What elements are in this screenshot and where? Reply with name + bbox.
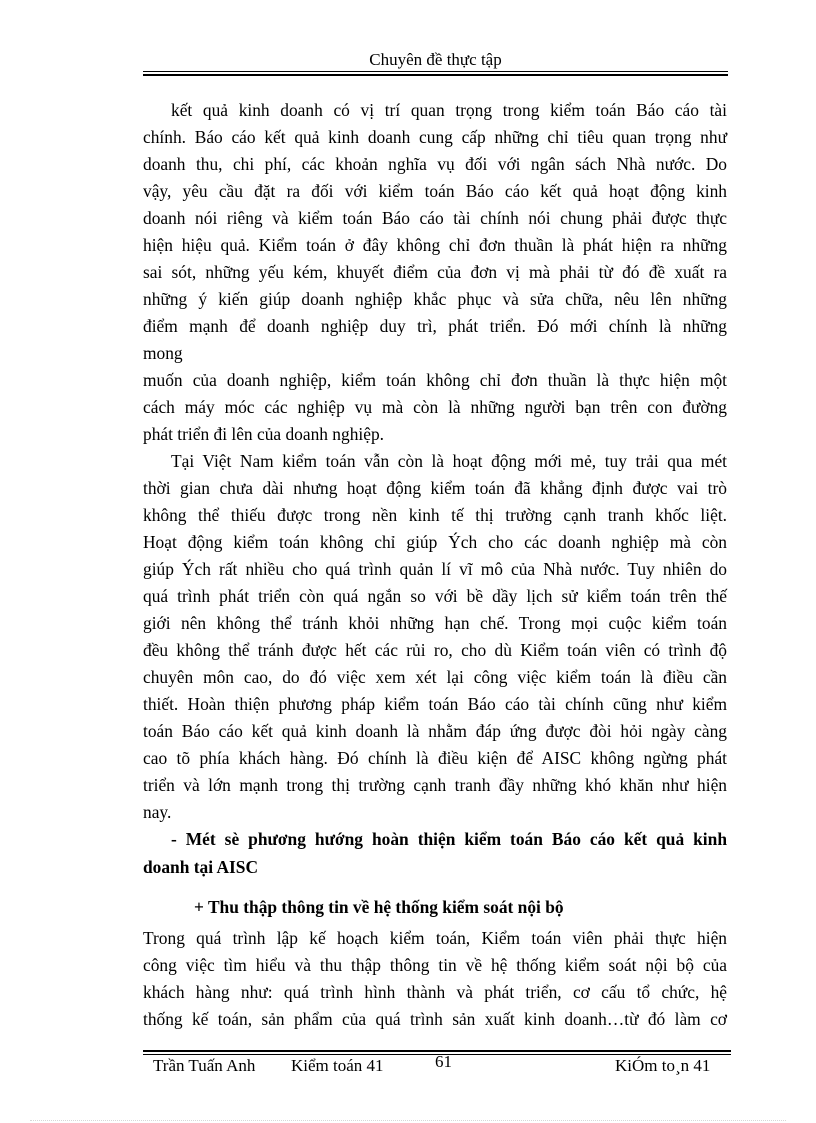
body-line: thống kế toán, sản phẩm của quá trình sản xuất kinh doanh…từ đó làm cơ <box>143 1009 727 1029</box>
header-rule-thick <box>143 74 728 76</box>
page-edge <box>30 1120 786 1121</box>
body-line: phát triển đi lên của doanh nghiệp. <box>143 424 384 444</box>
body-line: Trong quá trình lập kế hoạch kiểm toán, Kiểm toán viên phải thực hiện <box>143 928 727 948</box>
body-line: mong <box>143 343 183 363</box>
body-line: cao tõ phía khách hàng. Đó chính là điều kiện để AISC không ngừng phát <box>143 748 727 768</box>
body-line: muốn của doanh nghiệp, kiểm toán không chỉ đơn thuần là thực hiện một <box>143 370 727 390</box>
body-line: đều không thể tránh được hết các rủi ro, cho dù Kiểm toán viên có trình độ <box>143 640 727 660</box>
body-line: chuyên môn cao, do đó việc xem xét lại công việc kiểm toán là điều cần <box>143 667 727 687</box>
body-line: công việc tìm hiểu và thu thập thông tin về hệ thống kiểm soát nội bộ của <box>143 955 727 975</box>
body-line: triển và lớn mạnh trong thị trường cạnh tranh đầy những khó khăn như hiện <box>143 775 727 795</box>
body-line: cách máy móc các nghiệp vụ mà còn là những người bạn trên con đường <box>143 397 727 417</box>
body-line: doanh nói riêng và kiểm toán Báo cáo tài chính nói chung phải được thực <box>143 208 727 228</box>
body-line: quá trình phát triển còn quá ngắn so với bề dầy lịch sử kiểm toán trên thế <box>143 586 727 606</box>
body-line: chính. Báo cáo kết quả kinh doanh cung cấp những chỉ tiêu quan trọng như <box>143 127 727 147</box>
footer-author: Trần Tuấn Anh <box>153 1056 256 1075</box>
body-line: Tại Việt Nam kiểm toán vẫn còn là hoạt động mới mẻ, tuy trải qua mét <box>171 451 727 471</box>
body-line: khách hàng như: quá trình hình thành và phát triển, cơ cấu tổ chức, hệ <box>143 982 727 1002</box>
body-line: vậy, yêu cầu đặt ra đối với kiểm toán Báo cáo kết quả hoạt động kinh <box>143 181 727 201</box>
body-line: những ý kiến giúp doanh nghiệp khắc phục và sửa chữa, nêu lên những <box>143 289 727 309</box>
body-line: hiện hiệu quả. Kiểm toán ở đây không chỉ đơn thuần là phát hiện ra những <box>143 235 727 255</box>
body-line: nay. <box>143 802 172 822</box>
body-line: điểm mạnh để doanh nghiệp duy trì, phát triển. Đó mới chính là những <box>143 316 727 336</box>
body-line: toán Báo cáo kết quả kinh doanh là nhằm đáp ứng được đòi hỏi ngày càng <box>143 721 727 741</box>
footer-class: Kiểm toán 41 <box>291 1056 384 1075</box>
body-line: Hoạt động kiểm toán không chỉ giúp Ých cho các doanh nghiệp mà còn <box>143 532 727 552</box>
body-line: sai sót, những yếu kém, khuyết điểm của đơn vị mà phải từ đó đề xuất ra <box>143 262 727 282</box>
body-line: kết quả kinh doanh có vị trí quan trọng trong kiểm toán Báo cáo tài <box>171 100 727 120</box>
subsection-heading: + Thu thập thông tin về hệ thống kiểm soát nội bộ <box>194 897 564 917</box>
page-number: 61 <box>435 1052 452 1071</box>
body-line: thời gian chưa dài nhưng hoạt động kiểm toán đã khẳng định được vai trò <box>143 478 727 498</box>
body-line: giúp Ých rất nhiều cho quá trình quản lí vĩ mô của Nhà nước. Tuy nhiên do <box>143 559 727 579</box>
body-line: thiết. Hoàn thiện phương pháp kiểm toán Báo cáo tài chính cũng như kiểm <box>143 694 727 714</box>
header-rule <box>143 71 728 72</box>
footer-class-garbled: KiÓm to¸n 41 <box>615 1056 711 1075</box>
section-heading-continued: doanh tại AISC <box>143 857 259 877</box>
body-line: doanh thu, chi phí, các khoản nghĩa vụ đối với ngân sách Nhà nước. Do <box>143 154 727 174</box>
body-line: giới nên không thể tránh khỏi những hạn chế. Trong mọi cuộc kiểm toán <box>143 613 727 633</box>
body-line: không thể thiếu được trong nền kinh tế thị trường cạnh tranh khốc liệt. <box>143 505 727 525</box>
section-heading: - Mét sè phương hướng hoàn thiện kiểm toán Báo cáo kết quả kinh <box>171 829 727 849</box>
header-title: Chuyên đề thực tập <box>369 50 502 69</box>
